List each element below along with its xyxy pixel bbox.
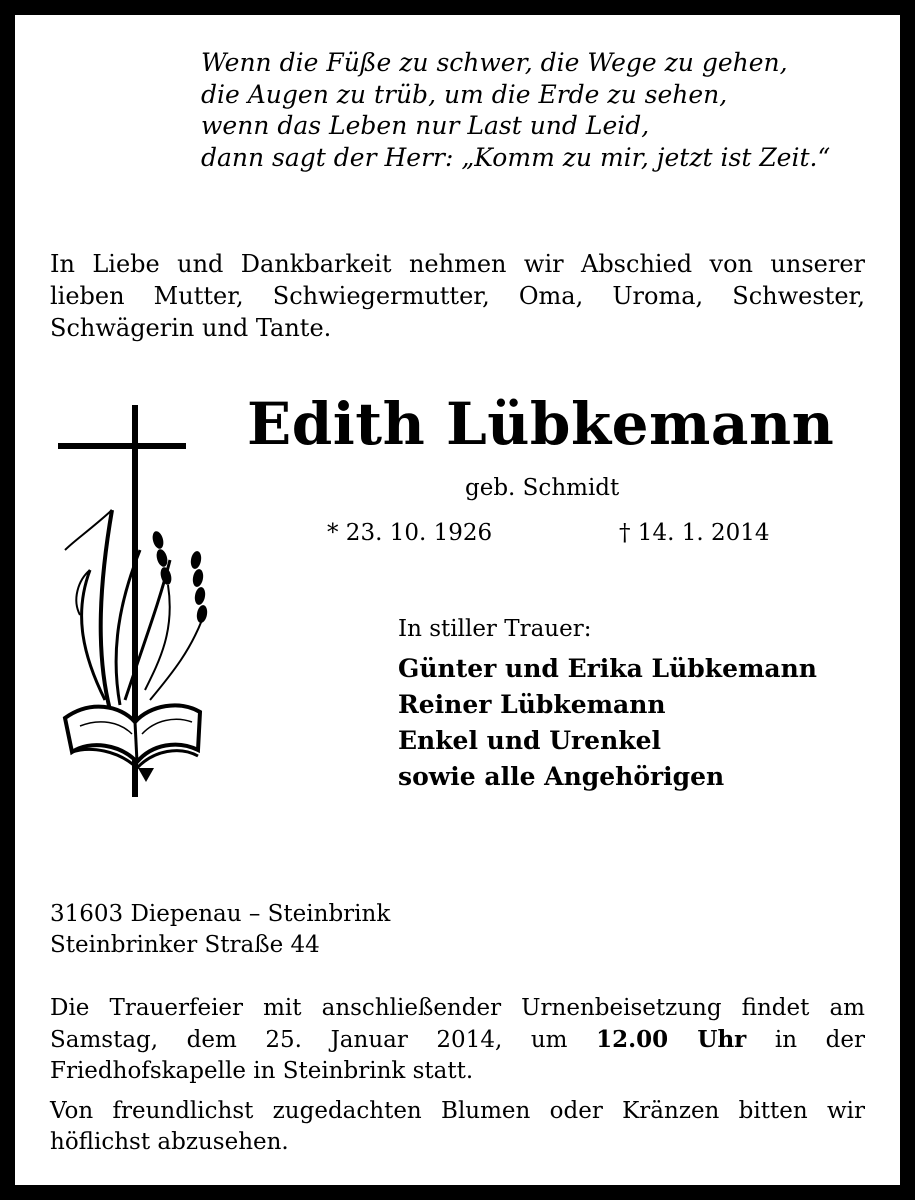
maiden-name: geb. Schmidt — [465, 475, 620, 501]
address — [50, 899, 390, 961]
service-text-after: in der Friedhofskapelle in Steinbrink statt. — [50, 1027, 865, 1084]
mourner-name: Günter und Erika Lübkemann — [398, 654, 817, 683]
death-date: † 14. 1. 2014 — [619, 520, 770, 546]
mourner-name: Enkel und Urenkel — [398, 726, 661, 755]
deceased-name: Edith Lübkemann — [247, 390, 835, 458]
mourner-name: Reiner Lübkemann — [398, 690, 666, 719]
address-line-street: Steinbrinker Straße 44 — [50, 932, 320, 958]
address-line-city: 31603 Diepenau – Steinbrink — [50, 901, 391, 927]
poem-line: die Augen zu trüb, um die Erde zu sehen, — [201, 79, 728, 109]
mourner-name: sowie alle Angehörigen — [398, 762, 725, 791]
birth-date: * 23. 10. 1926 — [327, 520, 493, 546]
flowers-note: Von freundlichst zugedachten Blumen oder Kränzen bitten wir höflichst abzusehen. — [50, 1098, 865, 1155]
mourners-label: In stiller Trauer: — [398, 616, 592, 642]
poem-line: Wenn die Füße zu schwer, die Wege zu gehen, — [201, 48, 788, 77]
poem — [201, 47, 891, 173]
cross-wheat-bible-icon — [50, 400, 210, 800]
mourners-list — [398, 651, 817, 795]
intro-text: In Liebe und Dankbarkeit nehmen wir Abschied von unserer lieben Mutter, Schwiegermutter, Oma, Uroma, Schwester, Schwägerin und Tante. — [50, 250, 865, 342]
poem-line: wenn das Leben nur Last und Leid, — [201, 111, 650, 140]
poem-line: dann sagt der Herr: „Komm zu mir, jetzt ist Zeit.“ — [201, 142, 831, 172]
service-time: 12.00 Uhr — [596, 1026, 747, 1053]
service-info — [50, 993, 865, 1087]
service-text-before: Die Trauerfeier mit anschließender Urnenbeisetzung findet am Samstag, dem 25. Januar 2014, um — [50, 995, 865, 1053]
